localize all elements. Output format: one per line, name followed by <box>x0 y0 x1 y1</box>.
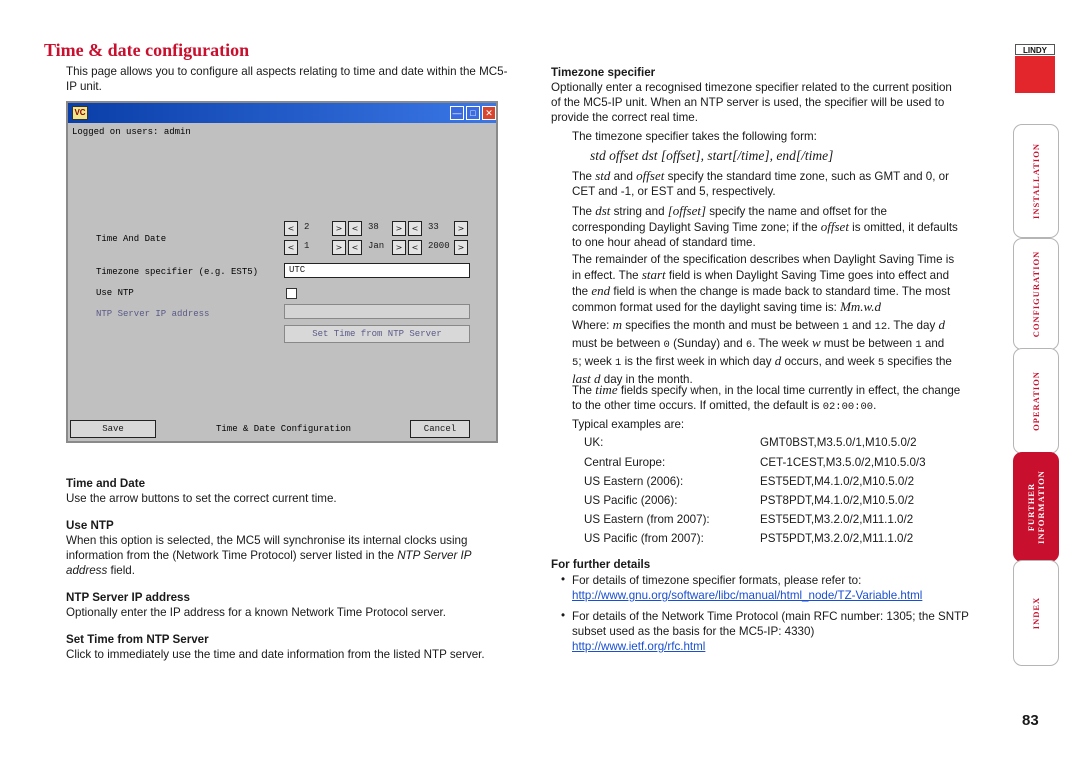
example-row: Central Europe: CET-1CEST,M3.5.0/2,M10.5.0/3 <box>584 456 926 469</box>
tab-further-information[interactable]: FURTHER INFORMATION <box>1013 452 1059 562</box>
hour-field[interactable]: 2 <box>304 222 310 232</box>
ntp-server-body: Optionally enter the IP address for a known Network Time Protocol server. <box>66 606 446 619</box>
month-increment-button[interactable]: > <box>392 240 406 255</box>
day-increment-button[interactable]: > <box>332 240 346 255</box>
ntp-server-heading: NTP Server IP address <box>66 591 190 604</box>
year-increment-button[interactable]: > <box>454 240 468 255</box>
time-paragraph: The time fields specify when, in the local time currently in effect, the change to the other time occurs. If omitted, the default is 02:00:00. <box>572 382 961 413</box>
use-ntp-label: Use NTP <box>96 288 134 298</box>
dialog-footer-title: Time & Date Configuration <box>216 424 352 434</box>
set-time-heading: Set Time from NTP Server <box>66 633 209 646</box>
set-time-body: Click to immediately use the time and date information from the listed NTP server. <box>66 648 485 661</box>
logged-on-users: Logged on users: admin <box>72 127 191 137</box>
time-and-date-label: Time And Date <box>96 234 167 244</box>
close-icon[interactable]: ✕ <box>482 106 496 120</box>
year-decrement-button[interactable]: < <box>408 240 422 255</box>
bullet-icon: • <box>561 573 566 586</box>
time-and-date-body: Use the arrow buttons to set the correct current time. <box>66 492 337 505</box>
day-field[interactable]: 1 <box>304 241 310 251</box>
config-dialog <box>66 101 498 443</box>
form-intro: The timezone specifier takes the following form: <box>572 130 817 143</box>
tab-configuration[interactable]: CONFIGURATION <box>1013 238 1059 350</box>
minimize-icon[interactable]: — <box>450 106 464 120</box>
lindy-logo: LINDY <box>1015 44 1055 92</box>
tab-index[interactable]: INDEX <box>1013 560 1059 666</box>
tab-operation[interactable]: OPERATION <box>1013 348 1059 454</box>
ntp-ip-input[interactable] <box>284 304 470 319</box>
use-ntp-heading: Use NTP <box>66 519 114 532</box>
cancel-button[interactable]: Cancel <box>410 420 470 438</box>
hour-decrement-button[interactable]: < <box>284 221 298 236</box>
save-button[interactable]: Save <box>70 420 156 438</box>
ntp-ip-label: NTP Server IP address <box>96 309 210 319</box>
month-decrement-button[interactable]: < <box>348 240 362 255</box>
dialog-titlebar <box>68 103 496 123</box>
page-title: Time & date configuration <box>44 40 250 60</box>
example-row: US Eastern (from 2007): EST5EDT,M3.2.0/2,M11.1.0/2 <box>584 513 914 526</box>
example-row: US Pacific (from 2007): PST5PDT,M3.2.0/2,M11.1.0/2 <box>584 532 914 545</box>
gnu-tz-link[interactable]: http://www.gnu.org/software/libc/manual/html_node/TZ-Variable.html <box>572 589 923 602</box>
use-ntp-checkbox[interactable] <box>286 288 297 299</box>
further-details-heading: For further details <box>551 558 651 571</box>
example-row: US Eastern (2006): EST5EDT,M4.1.0/2,M10.5.0/2 <box>584 475 915 488</box>
timezone-label: Timezone specifier (e.g. EST5) <box>96 267 259 277</box>
set-time-from-ntp-button[interactable]: Set Time from NTP Server <box>284 325 470 343</box>
maximize-icon[interactable]: □ <box>466 106 480 120</box>
minute-field[interactable]: 38 <box>368 222 379 232</box>
day-decrement-button[interactable]: < <box>284 240 298 255</box>
timezone-intro: Optionally enter a recognised timezone specifier related to the current position of the MC5-IP unit. When an NTP server is used, the specifier will be used to provide the correct real time. <box>551 81 952 124</box>
second-field[interactable]: 33 <box>428 222 439 232</box>
timezone-input[interactable]: UTC <box>284 263 470 278</box>
further-bullet-2: For details of the Network Time Protocol (main RFC number: 1305; the SNTP subset used as the basis for the MC5-IP: 4330) http://www.ietf.org/rfc.html <box>572 610 969 653</box>
intro-text: This page allows you to configure all aspects relating to time and date within the MC5-IP unit. <box>66 65 508 93</box>
hour-increment-button[interactable]: > <box>332 221 346 236</box>
example-row: UK: GMT0BST,M3.5.0/1,M10.5.0/2 <box>584 436 917 449</box>
time-and-date-heading: Time and Date <box>66 477 146 490</box>
further-bullet-1: For details of timezone specifier formats, please refer to: http://www.gnu.org/software/libc/manual/html_node/TZ-Variable.html <box>572 574 923 602</box>
tab-installation[interactable]: INSTALLATION <box>1013 124 1059 238</box>
second-decrement-button[interactable]: < <box>408 221 422 236</box>
second-increment-button[interactable]: > <box>454 221 468 236</box>
use-ntp-body: When this option is selected, the MC5 will synchronise its internal clocks using information from the (Network Time Protocol) server listed in the NTP Server IP address field. <box>66 534 472 577</box>
bullet-icon: • <box>561 609 566 622</box>
month-field[interactable]: Jan <box>368 241 385 251</box>
dst-paragraph: The dst string and [offset] specify the name and offset for the corresponding Daylight Saving Time zone; if the offset is omitted, it defaults to one hour ahead of standard time. <box>572 203 958 249</box>
vnc-app-icon: VC <box>72 106 88 120</box>
minute-increment-button[interactable]: > <box>392 221 406 236</box>
timezone-heading: Timezone specifier <box>551 66 656 79</box>
year-field[interactable]: 2000 <box>428 241 450 251</box>
typical-examples-label: Typical examples are: <box>572 418 685 431</box>
minute-decrement-button[interactable]: < <box>348 221 362 236</box>
where-paragraph: Where: m specifies the month and must be between 1 and 12. The day d must be between 0 (Sunday) and 6. The week w must be between 1 and 5; week 1 is the first week in which day d occurs, and week 5 specifies the last d day in the month. <box>572 317 952 386</box>
remainder-paragraph: The remainder of the specification describes when Daylight Saving Time is in effect. The start field is when Daylight Saving Time goes into effect and the end field is when the change is made back to standard time. The most common format used for the daylight saving time is: Mm.w.d <box>572 253 955 314</box>
std-offset-paragraph: The std and offset specify the standard time zone, such as GMT and 0, or CET and -1, or EST and 5, respectively. <box>572 168 949 198</box>
specifier-form: std offset dst [offset], start[/time], end[/time] <box>590 148 834 163</box>
example-row: US Pacific (2006): PST8PDT,M4.1.0/2,M10.5.0/2 <box>584 494 915 507</box>
ietf-rfc-link[interactable]: http://www.ietf.org/rfc.html <box>572 640 706 653</box>
page-number: 83 <box>1022 712 1039 729</box>
